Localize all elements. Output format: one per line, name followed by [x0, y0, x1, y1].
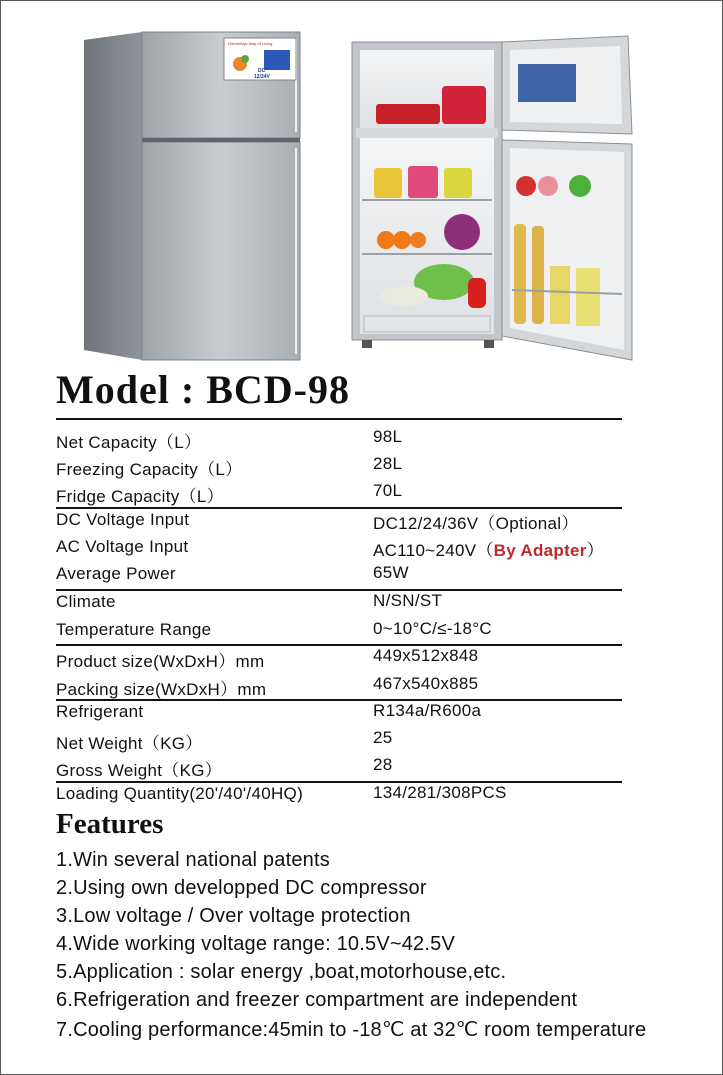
- feature-item: 5.Application : solar energy ,boat,motorhouse,etc.: [56, 961, 507, 983]
- feature-item: 3.Low voltage / Over voltage protection: [56, 905, 411, 927]
- features-heading: Features: [56, 808, 164, 840]
- spec-row-net-capacity: [56, 425, 622, 451]
- sticker-line3: 12/24V: [254, 74, 270, 80]
- feature-item: 7.Cooling performance:45min to -18℃ at 32℃ room temperature: [56, 1019, 647, 1041]
- spec-row-climate: [56, 589, 622, 615]
- feature-item: 4.Wide working voltage range: 10.5V~42.5V: [56, 933, 456, 955]
- product-photo: [80, 28, 640, 368]
- feature-item: 2.Using own developped DC compressor: [56, 877, 427, 899]
- by-adapter-note: By Adapter: [493, 541, 587, 560]
- spec-label: Net Weight（KG）: [56, 734, 203, 753]
- spec-label: Temperature Range: [56, 620, 212, 639]
- spec-row-gross-weight: [56, 753, 622, 779]
- spec-label: Freezing Capacity（L）: [56, 460, 243, 479]
- spec-value: 0~10°C/≤-18°C: [373, 619, 492, 638]
- spec-value: 449x512x848: [373, 646, 479, 665]
- spec-label: Climate: [56, 592, 116, 611]
- spec-label: Average Power: [56, 564, 176, 583]
- open-fridge-image: [352, 36, 632, 360]
- feature-item: 6.Refrigeration and freezer compartment are independent: [56, 989, 578, 1011]
- spec-value: 65W: [373, 563, 409, 582]
- spec-label: Packing size(WxDxH）mm: [56, 680, 267, 699]
- sticker-line1: Drbrhnhlyk Way of Living: [228, 41, 273, 46]
- spec-row-product-size: [56, 644, 622, 670]
- spec-label: Product size(WxDxH）mm: [56, 652, 265, 671]
- spec-value: 98L: [373, 427, 403, 446]
- spec-row-packing-size: [56, 672, 622, 698]
- spec-value-post: ）: [586, 541, 605, 560]
- spec-label: Net Capacity（L）: [56, 433, 202, 452]
- spec-row-fridge-capacity: [56, 479, 622, 505]
- spec-value: 25: [373, 728, 393, 747]
- spec-value-pre: AC110~240V（: [373, 541, 494, 560]
- spec-row-dc-voltage: [56, 507, 622, 533]
- spec-label: Loading Quantity(20'/40'/40HQ): [56, 784, 304, 803]
- spec-row-loading-quantity: [56, 781, 622, 807]
- spec-row-freezing-capacity: [56, 452, 622, 478]
- dc-sticker: [224, 38, 296, 80]
- spec-row-refrigerant: [56, 699, 622, 725]
- spec-row-ac-voltage: [56, 534, 622, 560]
- spec-value: 28L: [373, 454, 403, 473]
- spec-label: AC Voltage Input: [56, 537, 189, 556]
- spec-label: Gross Weight（KG）: [56, 761, 223, 780]
- feature-item: 1.Win several national patents: [56, 849, 330, 871]
- spec-label: Fridge Capacity（L）: [56, 487, 224, 506]
- spec-value: DC12/24/36V（Optional）: [373, 514, 579, 533]
- spec-value: 467x540x885: [373, 674, 479, 693]
- spec-label: Refrigerant: [56, 702, 144, 721]
- spec-label: DC Voltage Input: [56, 510, 190, 529]
- spec-value: 28: [373, 755, 393, 774]
- spec-value: [373, 536, 604, 561]
- spec-row-average-power: [56, 561, 622, 587]
- spec-row-temperature-range: [56, 617, 622, 643]
- table-rule-top: [56, 418, 622, 420]
- spec-row-net-weight: [56, 726, 622, 752]
- model-title: Model : BCD-98: [56, 367, 350, 412]
- sticker-line2: DC: [258, 68, 266, 74]
- spec-value: N/SN/ST: [373, 591, 443, 610]
- spec-value: R134a/R600a: [373, 701, 482, 720]
- closed-fridge-image: [84, 32, 300, 360]
- spec-value: 70L: [373, 481, 403, 500]
- spec-value: 134/281/308PCS: [373, 783, 507, 802]
